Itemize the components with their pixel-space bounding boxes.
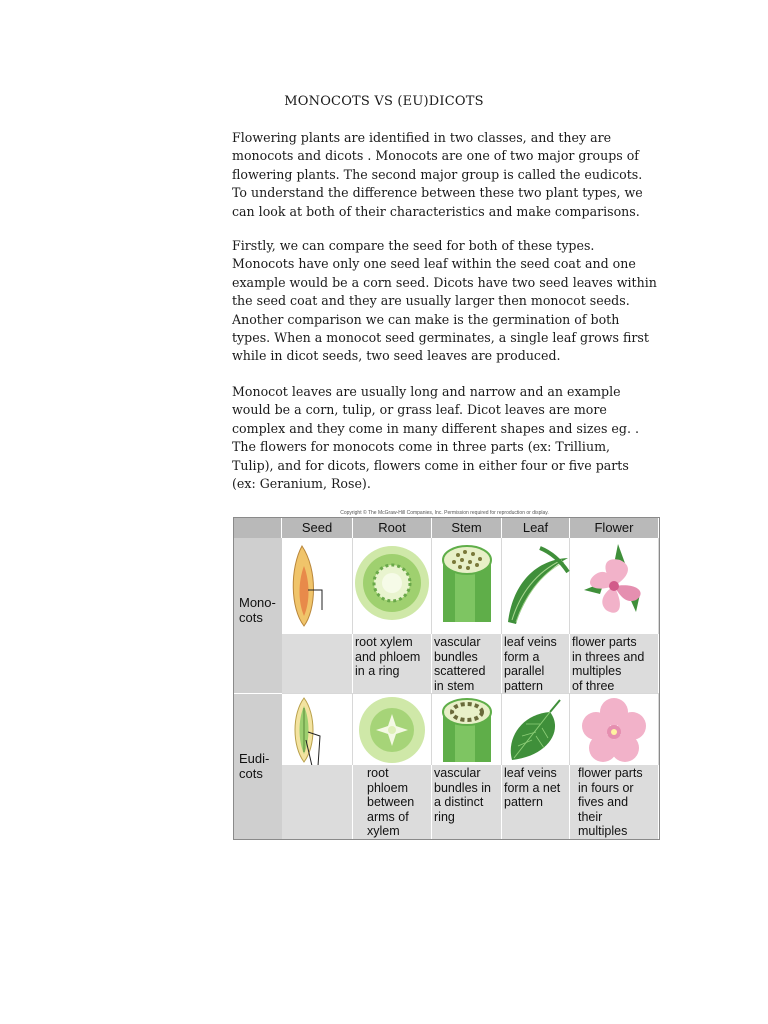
description-line: pattern <box>504 678 543 693</box>
description-line: ring <box>434 809 455 824</box>
eudicot-seed-icon <box>282 694 353 766</box>
row-label-line: Eudi- <box>239 751 270 766</box>
monocot-flower-description <box>570 634 659 693</box>
description-line: a distinct <box>434 795 484 809</box>
monocot-leaf-icon <box>502 538 570 634</box>
eudicot-stem-description <box>432 765 502 839</box>
paragraph-line: To understand the difference between these two plant types, we <box>232 185 643 201</box>
eudicot-stem-icon <box>432 694 502 766</box>
row-label-line: Mono- <box>239 595 276 610</box>
eudicot-flower-description <box>570 765 659 839</box>
description-line: vascular <box>434 635 481 649</box>
paragraph-line: Another comparison we can make is the germination of both <box>232 311 620 327</box>
description-line: vascular <box>434 766 481 780</box>
paragraph-line: Flowering plants are identified in two classes, and they are <box>232 130 612 145</box>
monocot-flower-icon <box>570 538 659 634</box>
description-line: in stem <box>434 678 475 693</box>
row-label-eudicots <box>234 693 282 839</box>
monocot-stem-description <box>432 634 502 693</box>
description-line: root <box>367 766 389 780</box>
description-line: bundles <box>434 649 478 664</box>
description-line: parallel <box>504 664 545 678</box>
header-stem: Stem <box>432 518 502 538</box>
header-seed: Seed <box>282 518 353 538</box>
paragraph-line: The flowers for monocots come in three parts (ex: Trillium, <box>232 439 611 455</box>
eudicot-seed-description <box>282 765 353 839</box>
description-line: in threes and <box>572 649 645 664</box>
eudicot-root-icon <box>353 694 432 766</box>
monocot-stem-icon <box>432 538 502 634</box>
monocot-seed-icon <box>282 538 353 634</box>
monocot-leaf-description <box>502 634 570 693</box>
paragraph-line: the seed coat and they are usually larger then monocot seeds. <box>232 293 630 309</box>
monocot-flower-cell <box>570 538 659 634</box>
description-line: flower parts <box>578 766 643 780</box>
description-line: scattered <box>434 664 486 678</box>
row-label-monocots <box>234 538 282 693</box>
description-line: form a <box>504 649 540 664</box>
eudicot-stem-cell <box>432 693 502 765</box>
description-line: phloem <box>367 780 408 795</box>
monocot-stem-cell <box>432 538 502 634</box>
description-line: leaf veins <box>504 635 557 649</box>
description-line: leaf veins <box>504 766 557 780</box>
description-line: in a ring <box>355 664 400 678</box>
paragraph-line: Monocots have only one seed leaf within the seed coat and one <box>232 256 636 272</box>
paragraph-line: flowering plants. The second major group is called the eudicots. <box>232 166 643 182</box>
paragraph-line: would be a corn, tulip, or grass leaf. Dicot leaves are more <box>232 402 607 418</box>
monocot-seed-description <box>282 634 353 693</box>
paragraph-line: can look at both of their characteristics and make comparisons. <box>232 203 640 219</box>
paragraph-line: Monocot leaves are usually long and narrow and an example <box>232 384 621 399</box>
paragraph-line: monocots and dicots . Monocots are one of two major groups of <box>232 148 639 164</box>
eudicot-leaf-icon <box>502 694 570 766</box>
paragraph-line: (ex: Geranium, Rose). <box>232 476 371 492</box>
paragraph-seeds <box>232 237 657 366</box>
paragraph-line: types. When a monocot seed germinates, a single leaf grows first <box>232 330 649 346</box>
description-line: bundles in <box>434 780 491 795</box>
paragraph-line: Firstly, we can compare the seed for both of these types. <box>232 238 595 253</box>
description-line: in fours or <box>578 780 634 795</box>
monocot-root-icon <box>353 538 432 634</box>
monocot-root-cell <box>353 538 432 634</box>
description-line: of three <box>572 678 615 693</box>
eudicot-root-cell <box>353 693 432 765</box>
description-line: between <box>367 795 415 809</box>
eudicot-seed-cell <box>282 693 353 765</box>
eudicot-leaf-cell <box>502 693 570 765</box>
description-line: root xylem <box>355 635 413 649</box>
eudicot-root-description <box>353 765 432 839</box>
paragraph-line: complex and they come in many different shapes and sizes eg. . <box>232 420 639 436</box>
description-line: arms of <box>367 809 409 824</box>
monocot-leaf-cell <box>502 538 570 634</box>
description-line: their <box>578 809 603 824</box>
description-line: multiples <box>578 824 628 838</box>
row-label-line: cots <box>239 610 263 625</box>
row-label-line: cots <box>239 766 263 781</box>
description-line: multiples <box>572 664 622 678</box>
description-line: form a net <box>504 780 561 795</box>
paragraph-introduction <box>232 129 652 221</box>
paragraph-line: Tulip), and for dicots, flowers come in either four or five parts <box>232 457 629 473</box>
eudicot-flower-icon <box>570 694 659 766</box>
description-line: pattern <box>504 795 543 809</box>
header-leaf: Leaf <box>502 518 570 538</box>
paragraph-leaves-flowers <box>232 383 652 493</box>
comparison-figure <box>233 517 660 840</box>
description-line: xylem <box>367 824 400 838</box>
figure-credit: Copyright © The McGraw-Hill Companies, Inc. Permission required for reproduction or display. <box>340 510 549 516</box>
paragraph-line: while in dicot seeds, two seed leaves are produced. <box>232 348 561 364</box>
eudicot-leaf-description <box>502 765 570 839</box>
page-title: MONOCOTS VS (EU)DICOTS <box>284 94 484 109</box>
monocot-seed-cell <box>282 538 353 634</box>
header-corner <box>234 518 282 538</box>
description-line: flower parts <box>572 635 637 649</box>
description-line: and phloem <box>355 649 421 664</box>
monocot-root-description <box>353 634 432 693</box>
eudicot-flower-cell <box>570 693 659 765</box>
description-line: fives and <box>578 795 629 809</box>
paragraph-line: example would be a corn seed. Dicots have two seed leaves within <box>232 274 657 290</box>
header-root: Root <box>353 518 432 538</box>
header-flower: Flower <box>570 518 659 538</box>
